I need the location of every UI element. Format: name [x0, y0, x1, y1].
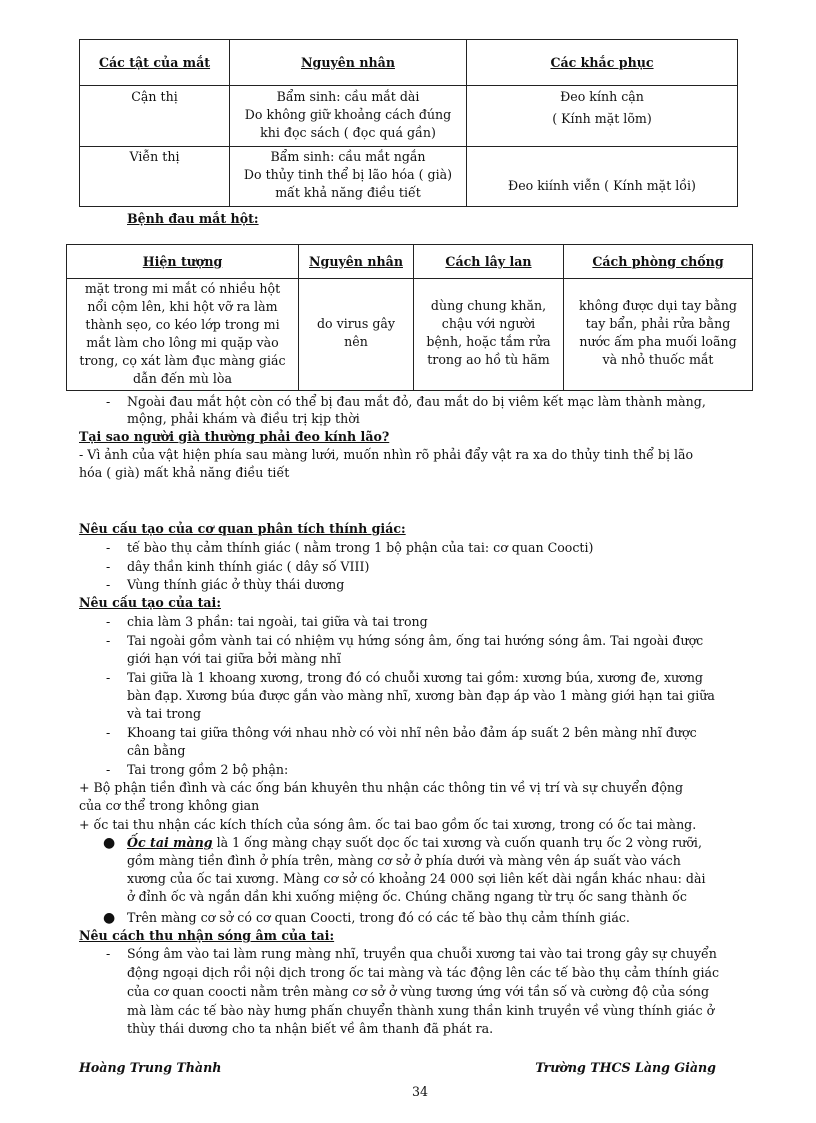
trachoma-header-prevention: Cách phòng chống — [564, 245, 753, 279]
bullet-marker: ● — [103, 835, 116, 851]
ear-item-line: chia làm 3 phần: tai ngoài, tai giữa và tai trong — [127, 614, 428, 629]
fix-cell — [467, 147, 738, 207]
dash-marker: - — [106, 540, 111, 555]
cochlea-term: Ốc tai màng — [127, 835, 213, 850]
plus-item-line: + ốc tai thu nhận các kích thích của sóng âm. ốc tai bao gồm ốc tai xương, trong có ốc tai màng. — [79, 817, 697, 832]
cochlea-text: là 1 ống màng chạy suốt dọc ốc tai xương và cuốn quanh trụ ốc 2 vòng rưỡi, — [212, 835, 702, 850]
cause-line: Do thủy tinh thể bị lão hóa ( già) — [243, 167, 453, 182]
cochlea-line: ở đỉnh ốc và ngắn dần khi xuống miệng ốc. Chúng chăng ngang từ trụ ốc sang thành ốc — [127, 889, 687, 904]
fix-line: Đeo kính cận — [560, 89, 644, 104]
old-age-text-line: hóa ( già) mất khả năng điều tiết — [79, 465, 290, 480]
footer-school: Trường THCS Làng Giàng — [535, 1060, 716, 1075]
cochlea-line — [127, 834, 702, 852]
prevention-line: nước ấm pha muối loãng — [579, 334, 737, 349]
defect-name: Viễn thị — [129, 149, 180, 164]
ear-item-line: giới hạn với tai giữa bởi màng nhĩ — [127, 651, 342, 666]
prevention-line: và nhỏ thuốc mắt — [602, 352, 714, 367]
ear-item-line: và tai trong — [127, 706, 202, 721]
cause-line: Bẩm sinh: cầu mắt dài — [276, 89, 420, 104]
cause-line: Do không giữ khoảng cách đúng — [244, 107, 452, 122]
phenomenon-line: trong, cọ xát làm đục màng giác — [79, 353, 286, 368]
trachoma-cause-cell — [299, 279, 414, 391]
hearing-line: thùy thái dương cho ta nhận biết về âm thanh đã phát ra. — [127, 1021, 494, 1036]
prevention-line: không được dụi tay bằng — [579, 298, 737, 313]
phenomenon-line: thành sẹo, co kéo lớp trong mi — [85, 317, 280, 332]
plus-item-line: + Bộ phận tiền đình và các ống bán khuyên thu nhận các thông tin về vị trí và sự chuyển động — [79, 780, 684, 795]
hearing-heading: Nêu cách thu nhận sóng âm của tai: — [79, 928, 335, 943]
hearing-line: của cơ quan coocti nằm trên màng cơ sở ở vùng tương ứng với tần số và cường độ của sóng — [127, 984, 710, 999]
phenomenon-line: dẫn đến mù lòa — [133, 371, 232, 386]
hearing-line: động ngoại dịch rồi nội dịch trong ốc tai màng và tác động lên các tế bào thụ cảm thính giác — [127, 965, 720, 980]
dash-marker: - — [106, 559, 111, 574]
dash-marker: - — [106, 633, 111, 648]
cochlea-line: xương của ốc tai xương. Màng cơ sở có khoảng 24 000 sợi liên kết dài ngắn khác nhau: dài — [127, 871, 706, 886]
trachoma-header-cause: Nguyên nhân — [299, 245, 414, 279]
dash-marker: - — [106, 946, 111, 961]
ear-structure-heading: Nêu cấu tạo của tai: — [79, 595, 221, 610]
spread-line: dùng chung khăn, — [430, 298, 547, 313]
note-line: mộng, phải khám và điều trị kịp thời — [127, 411, 360, 426]
dash-marker: - — [106, 670, 111, 685]
ear-item-line: Khoang tai giữa thông với nhau nhờ có vòi nhĩ nên bảo đảm áp suất 2 bên màng nhĩ được — [127, 725, 697, 740]
trachoma-table-row — [67, 279, 753, 391]
dash-marker: - — [106, 394, 111, 409]
defect-name: Cận thị — [131, 89, 178, 104]
ear-item-line: Tai trong gồm 2 bộ phận: — [127, 762, 289, 777]
spread-line: trong ao hồ tù hãm — [427, 352, 550, 367]
cochlea-line: gồm màng tiền đình ở phía trên, màng cơ sở ở phía dưới và màng vên áp suất vào vách — [127, 853, 681, 868]
ear-item-line: Tai giữa là 1 khoang xương, trong đó có chuỗi xương tai gồm: xương búa, xương đe, xương — [127, 670, 703, 685]
auditory-item: tế bào thụ cảm thính giác ( nằm trong 1 bộ phận của tai: cơ quan Coocti) — [127, 540, 594, 555]
old-age-glasses-heading: Tại sao người già thường phải đeo kính lão? — [79, 429, 390, 444]
cause-cell — [230, 86, 467, 147]
note-line: Ngoài đau mắt hột còn có thể bị đau mắt đỏ, đau mắt do bị viêm kết mạc làm thành màng, — [127, 394, 706, 409]
trachoma-heading: Bệnh đau mắt hột: — [127, 211, 259, 226]
cause-line: mất khả năng điều tiết — [275, 185, 421, 200]
eye-defects-table — [79, 39, 738, 207]
eye-table-row-myopia — [80, 86, 738, 147]
cause-line: Bẩm sinh: cầu mắt ngắn — [270, 149, 426, 164]
ear-item-line: bàn đạp. Xương búa được gắn vào màng nhĩ, xương bàn đạp áp vào 1 màng giới hạn tai giữa — [127, 688, 715, 703]
page-number: 34 — [411, 1084, 429, 1099]
defect-cell — [80, 147, 230, 207]
spread-line: bệnh, hoặc tắm rửa — [426, 334, 551, 349]
ear-item-line: cân bằng — [127, 743, 186, 758]
plus-item-line: của cơ thể trong không gian — [79, 798, 260, 813]
phenomenon-line: nổi cộm lên, khi hột vỡ ra làm — [87, 299, 278, 314]
phenomenon-cell — [67, 279, 299, 391]
ear-item-line: Tai ngoài gồm vành tai có nhiệm vụ hứng sóng âm, ống tai hướng sóng âm. Tai ngoài được — [127, 633, 704, 648]
eye-table-header-cause: Nguyên nhân — [230, 40, 467, 86]
spread-line: chậu với người — [441, 316, 536, 331]
hearing-line: Sóng âm vào tai làm rung màng nhĩ, truyền qua chuỗi xương tai vào tai trong gây sự chuyển — [127, 946, 717, 961]
trachoma-cause-line: nên — [344, 334, 368, 349]
coocti-line: Trên màng cơ sở có cơ quan Coocti, trong đó có các tế bào thụ cảm thính giác. — [127, 910, 630, 925]
old-age-text-line: - Vì ảnh của vật hiện phía sau màng lưới, muốn nhìn rõ phải đẩy vật ra xa do thủy tinh thể bị lão — [79, 447, 694, 462]
prevention-line: tay bẩn, phải rửa bằng — [585, 316, 731, 331]
footer-author: Hoàng Trung Thành — [79, 1060, 222, 1075]
trachoma-header-spread: Cách lây lan — [414, 245, 564, 279]
dash-marker: - — [106, 577, 111, 592]
auditory-analyzer-heading: Nêu cấu tạo của cơ quan phân tích thính giác: — [79, 521, 406, 536]
dash-marker: - — [106, 762, 111, 777]
prevention-cell — [564, 279, 753, 391]
phenomenon-line: mắt làm cho lông mi quặp vào — [86, 335, 279, 350]
dash-marker: - — [106, 725, 111, 740]
fix-cell — [467, 86, 738, 147]
fix-line: ( Kính mặt lõm) — [552, 111, 652, 126]
eye-table-header-defect: Các tật của mắt — [80, 40, 230, 86]
fix-line: Đeo kiính viễn ( Kính mặt lồi) — [508, 177, 696, 193]
trachoma-cause-line: do virus gây — [316, 316, 396, 331]
trachoma-header-phenomenon: Hiện tượng — [67, 245, 299, 279]
cause-cell — [230, 147, 467, 207]
auditory-item: dây thần kinh thính giác ( dây số VIII) — [127, 559, 370, 574]
eye-table-row-hyperopia — [80, 147, 738, 207]
cause-line: khi đọc sách ( đọc quá gần) — [260, 125, 436, 140]
spread-cell — [414, 279, 564, 391]
bullet-marker: ● — [103, 910, 116, 926]
trachoma-table-header-row — [67, 245, 753, 279]
trachoma-table — [66, 244, 753, 391]
phenomenon-line: mặt trong mi mắt có nhiều hột — [84, 281, 281, 296]
defect-cell — [80, 86, 230, 147]
eye-table-header-row — [80, 40, 738, 86]
dash-marker: - — [106, 614, 111, 629]
eye-table-header-fix: Các khắc phục — [467, 40, 738, 86]
auditory-item: Vùng thính giác ở thùy thái dương — [127, 577, 345, 592]
hearing-line: mà làm các tế bào này hưng phấn chuyển thành xung thần kinh truyền về vùng thính giác ở — [127, 1003, 715, 1018]
